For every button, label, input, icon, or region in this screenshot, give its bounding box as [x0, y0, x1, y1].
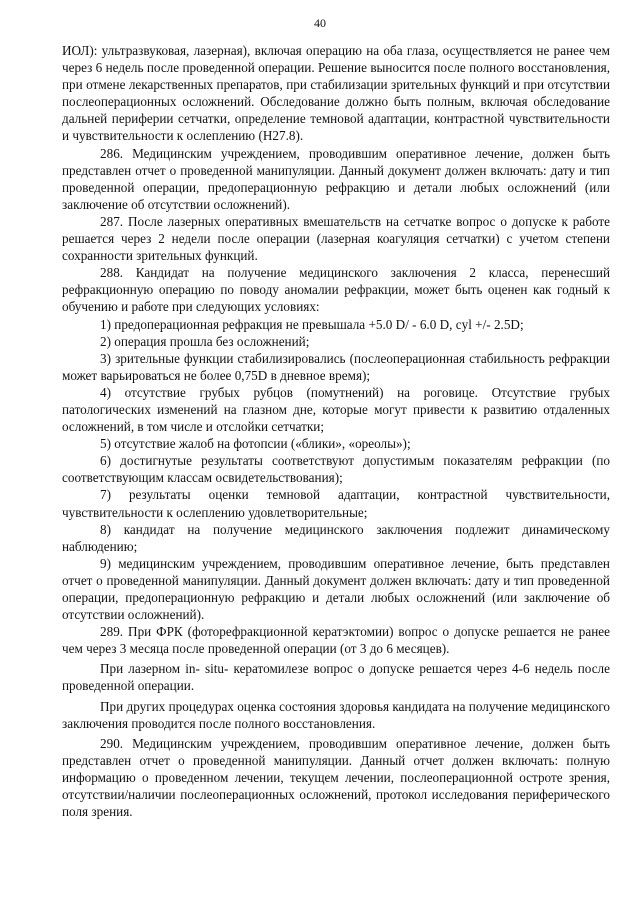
- condition-8: 8) кандидат на получение медицинского заключения подлежит динамическому наблюдению;: [62, 521, 610, 554]
- paragraph-286: 286. Медицинским учреждением, проводившим оперативное лечение, должен быть представлен отчет о проведенной манипуляции. Данный документ должен включать: дату и тип проведенной операции, предоперационную рефракцию и детали любых осложнений (или заключение об отсутствии осложнений).: [62, 145, 610, 212]
- paragraph-continuation: ИОЛ): ультразвуковая, лазерная), включая операцию на оба глаза, осуществляется не ранее чем через 6 недель после проведенной операции. Решение выносится после полного восстановления, при отмене лекарственных препаратов, при стабилизации зрительных функций и при отсутствии послеоперационных осложнений. Обследование должно быть полным, включая обследование дальней периферии сетчатки, определение темновой адаптации, контрастной чувствительности и чувствительности к ослеплению (Н27.8).: [62, 43, 610, 144]
- condition-1: 1) предоперационная рефракция не превышала +5.0 D/ - 6.0 D, cyl +/- 2.5D;: [100, 316, 524, 332]
- condition-2: 2) операция прошла без осложнений;: [100, 333, 310, 349]
- paragraph-287: 287. После лазерных оперативных вмешательств на сетчатке вопрос о допуске к работе решается через 2 недели после операции (лазерная коагуляция сетчатки) с учетом степени сохранности зрительных функций.: [62, 213, 610, 264]
- paragraph-290: 290. Медицинским учреждением, проводившим оперативное лечение, должен быть представлен отчет о проведенной манипуляции. Данный отчет должен включать: полную информацию о проведенном лечении, текущем лечении, послеоперационной остроте зрения, отсутствии/наличии послеоперационных осложнений, протокол исследования периферического поля зрения.: [62, 735, 610, 820]
- condition-4: 4) отсутствие грубых рубцов (помутнений) на роговице. Отсутствие грубых патологических изменений на глазном дне, которые могут привести к развитию отдаленных осложнений, в том числе и отслойки сетчатки;: [62, 384, 610, 435]
- paragraph-289: 289. При ФРК (фоторефракционной кератэктомии) вопрос о допуске решается не ранее чем через 3 месяца после проведенной операции (от 3 до 6 месяцев).: [62, 624, 610, 657]
- page-number: 40: [314, 16, 326, 30]
- paragraph-lasik: При лазерном in- situ- кератомилезе вопрос о допуске решается через 4-6 недель после проведенной операции.: [62, 661, 610, 694]
- condition-7: 7) результаты оценки темновой адаптации, контрастной чувствительности, чувствительности к ослеплению удовлетворительные;: [62, 487, 610, 520]
- condition-5: 5) отсутствие жалоб на фотопсии («блики», «ореолы»);: [100, 436, 411, 452]
- condition-9: 9) медицинским учреждением, проводившим оперативное лечение, быть представлен отчет о проведенной манипуляции. Данный документ должен включать: дату и тип проведенной операции, предоперационную рефракцию и детали любых осложнений (или заключение об отсутствии осложнений).: [62, 555, 610, 623]
- paragraph-288: 288. Кандидат на получение медицинского заключения 2 класса, перенесший рефракционную операцию по поводу аномалии рефракции, может быть оценен как годный к обучению и работе при следующих условиях:: [62, 265, 610, 315]
- document-body: [62, 42, 610, 820]
- condition-3: 3) зрительные функции стабилизировались (послеоперационная стабильность рефракции может варьироваться не более 0,75D в дневное время);: [62, 350, 610, 383]
- paragraph-other-procedures: При других процедурах оценка состояния здоровья кандидата на получение медицинского заключения проводится после полного восстановления.: [62, 698, 610, 731]
- condition-6: 6) достигнутые результаты соответствуют допустимым показателям рефракции (по соответствующим классам освидетельствования);: [62, 453, 610, 486]
